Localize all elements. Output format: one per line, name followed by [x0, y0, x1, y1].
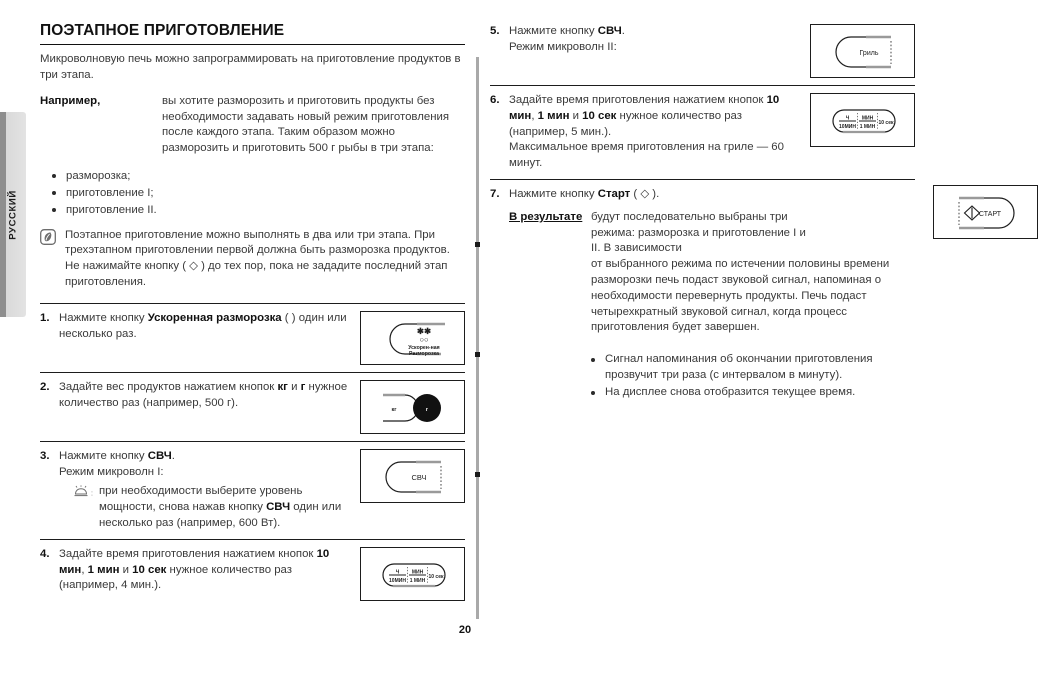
step-text — [59, 380, 354, 434]
step-text-b: ( ◇ ). — [630, 187, 660, 200]
divider-tick — [475, 242, 480, 247]
step-figure — [360, 380, 465, 434]
svg-text:МИН: МИН — [411, 569, 424, 576]
svg-text:Ускорен-ная: Ускорен-ная — [408, 344, 440, 351]
step-text-b: . — [171, 449, 175, 462]
svg-text:✱✱: ✱✱ — [416, 325, 432, 336]
step-text — [509, 93, 804, 172]
step-number: 6. — [490, 94, 500, 106]
step-figure — [360, 311, 465, 365]
svg-text:10 сек: 10 сек — [878, 120, 894, 126]
example-body: вы хотите разморозить и приготовить продукты без необходимости задавать новый режим приготовления после каждого этапа. Таким образом можно разморозить и приготовить 500 г рыбы в три этапа: — [162, 95, 450, 154]
example-block — [40, 94, 465, 156]
step-figure — [810, 24, 915, 78]
step-number: 4. — [40, 547, 50, 560]
step-text-bold: Ускоренная разморозка — [147, 311, 282, 324]
step-text-sep2: и — [119, 563, 133, 576]
step-text — [59, 547, 354, 601]
step-substep — [59, 484, 348, 531]
divider-tick — [475, 352, 480, 357]
svg-text::: : — [91, 490, 93, 498]
step-figure — [933, 185, 1038, 239]
note-block — [40, 228, 465, 291]
substep-text-a: при необходимости выберите уровень мощности, снова нажав кнопку — [99, 485, 303, 514]
step-3 — [40, 441, 465, 539]
step-text-b: нужное количество раз (например, 500 г). — [59, 380, 348, 409]
step-text — [509, 187, 927, 402]
time-buttons-figure — [810, 93, 915, 147]
svg-text:СТАРТ: СТАРТ — [978, 210, 1002, 218]
step-text-mid: и — [287, 380, 301, 393]
step-text-a: Нажмите кнопку — [59, 449, 148, 462]
svg-text:1 МИН: 1 МИН — [859, 124, 876, 130]
step-text-bold2: 1 мин — [537, 109, 570, 122]
result-body — [591, 210, 921, 257]
step-figure — [360, 547, 465, 601]
step-text-bold2: г — [300, 380, 306, 393]
step-2 — [40, 372, 465, 441]
step-text-sep2: и — [569, 109, 583, 122]
step-4 — [40, 539, 465, 608]
step-text-a: Задайте вес продуктов нажатием кнопок — [59, 380, 278, 393]
result-text-narrow: будут последовательно выбраны три режима: разморозка и приготовление I и II. В зависимости — [591, 210, 806, 255]
step-text — [509, 24, 804, 78]
step-number: 7. — [490, 187, 500, 200]
step-text-a: Нажмите кнопку — [509, 25, 598, 37]
grill-button-figure — [810, 24, 915, 78]
divider-tick — [475, 472, 480, 477]
step-text-sep1: , — [81, 563, 88, 576]
step-text — [59, 449, 354, 532]
list-item: На дисплее снова отобразится текущее время. — [605, 385, 921, 401]
note-pen-icon — [40, 229, 62, 247]
svg-text:Разморозка: Разморозка — [408, 350, 440, 357]
step-text-bold: Старт — [597, 187, 631, 200]
svg-text:СВЧ: СВЧ — [411, 472, 427, 482]
substep-text — [99, 484, 348, 531]
step-number: 1. — [40, 311, 50, 324]
step-text-bold: 10 мин — [59, 547, 330, 576]
page-number — [0, 624, 954, 636]
substep-text-b: один или несколько раз (например, 600 Вт). — [99, 501, 342, 529]
step-text-a: Задайте время приготовления нажатием кнопок — [59, 547, 317, 560]
step-line-2: Режим микроволн I: — [59, 465, 164, 478]
step-text-b: ( ) один или несколько раз. — [59, 311, 347, 340]
step-text-bold: 10 мин — [509, 94, 780, 122]
start-button-figure — [933, 185, 1038, 239]
step-1 — [40, 303, 465, 372]
list-item: приготовление II. — [66, 202, 465, 219]
step-text-bold: кг — [277, 380, 288, 393]
stage-list — [40, 168, 465, 219]
step-line-1 — [509, 24, 798, 40]
weight-buttons-figure — [360, 380, 465, 434]
step-text-bold: СВЧ — [147, 449, 172, 462]
step-7 — [490, 179, 1002, 409]
step-text-bold2: 1 мин — [87, 563, 120, 576]
result-text-wide: от выбранного режима по истечении половины времени разморозки печь подаст звуковой сигнал, напоминая о необходимости перевернуть продукты. Печь подаст четырехкратный звуковой сигнал, когда процесс приготовления будет завершен. — [591, 258, 890, 334]
page-number-value: 20 — [458, 624, 472, 636]
svg-text:г: г — [425, 406, 429, 413]
defrost-button-figure — [360, 311, 465, 365]
language-side-tab — [0, 112, 26, 317]
svg-text:МИН: МИН — [861, 115, 874, 122]
result-label: В результате — [509, 210, 583, 223]
svg-text:10МИН: 10МИН — [839, 124, 856, 130]
svg-text:10 сек: 10 сек — [428, 573, 444, 580]
result-block — [509, 210, 921, 257]
step-figure — [360, 449, 465, 532]
svg-text:Гриль: Гриль — [859, 50, 879, 57]
column-divider — [476, 57, 479, 619]
list-item: разморозка; — [66, 168, 465, 185]
step-text-a: Нажмите кнопку — [59, 311, 148, 324]
step-number: 2. — [40, 380, 50, 393]
step-line-1 — [509, 187, 921, 203]
step-number: 5. — [490, 25, 500, 37]
page-title: ПОЭТАПНОЕ ПРИГОТОВЛЕНИЕ — [40, 22, 465, 45]
step-figure — [810, 93, 915, 172]
svg-text:Ч: Ч — [845, 115, 850, 122]
start-diamond-icon — [965, 206, 980, 220]
step-text-bold3: 10 сек — [582, 109, 617, 122]
step-text-bold: СВЧ — [597, 25, 622, 37]
intro-paragraph: Микроволновую печь можно запрограммировать на приготовление продуктов в три этапа. — [40, 53, 461, 81]
time-buttons-figure — [360, 547, 465, 601]
step-line-1 — [59, 449, 348, 465]
svg-text:10МИН: 10МИН — [389, 577, 406, 584]
left-column — [40, 22, 465, 608]
example-label: Например, — [40, 95, 101, 108]
step-number: 3. — [40, 449, 50, 462]
svg-text:Ч: Ч — [395, 569, 400, 576]
step-text-bold3: 10 сек — [132, 563, 167, 576]
list-item: Сигнал напоминания об окончании приготовления прозвучит три раза (с интервалом в минуту). — [605, 352, 921, 384]
note-text: Поэтапное приготовление можно выполнять в два или три этапа. При трехэтапном приготовлении первой должна быть разморозка продуктов. Не нажимайте кнопку ( ◇ ) до тех пор, пока не зададите последний этап приготовления. — [65, 228, 450, 288]
step-text-a: Задайте время приготовления нажатием кнопок — [509, 94, 767, 106]
language-tab-label: РУССКИЙ — [7, 189, 19, 240]
step-5 — [490, 22, 915, 85]
right-column — [490, 22, 1002, 409]
step-text-b: . — [621, 25, 625, 37]
step-text — [59, 311, 354, 365]
microwave-button-figure — [360, 449, 465, 503]
svg-text:○○: ○○ — [419, 334, 429, 344]
step-text-b: нужное количество раз (например, 4 мин.). — [59, 563, 292, 592]
step-6 — [490, 85, 915, 179]
result-bullet-list — [509, 352, 921, 400]
step-text-sep1: , — [531, 109, 538, 122]
step-text-b: нужное количество раз (например, 5 мин.). — [509, 109, 742, 138]
svg-text:кг: кг — [391, 406, 397, 413]
step-line-2: Режим микроволн II: — [509, 40, 617, 53]
step-line-2: Максимальное время приготовления на гриле — 60 минут. — [509, 141, 784, 170]
step-text-a: Нажмите кнопку — [509, 187, 598, 200]
list-item: приготовление I; — [66, 185, 465, 202]
press-hand-icon — [73, 484, 99, 531]
svg-text:1 МИН: 1 МИН — [409, 577, 426, 584]
substep-text-bold: СВЧ — [266, 501, 291, 514]
